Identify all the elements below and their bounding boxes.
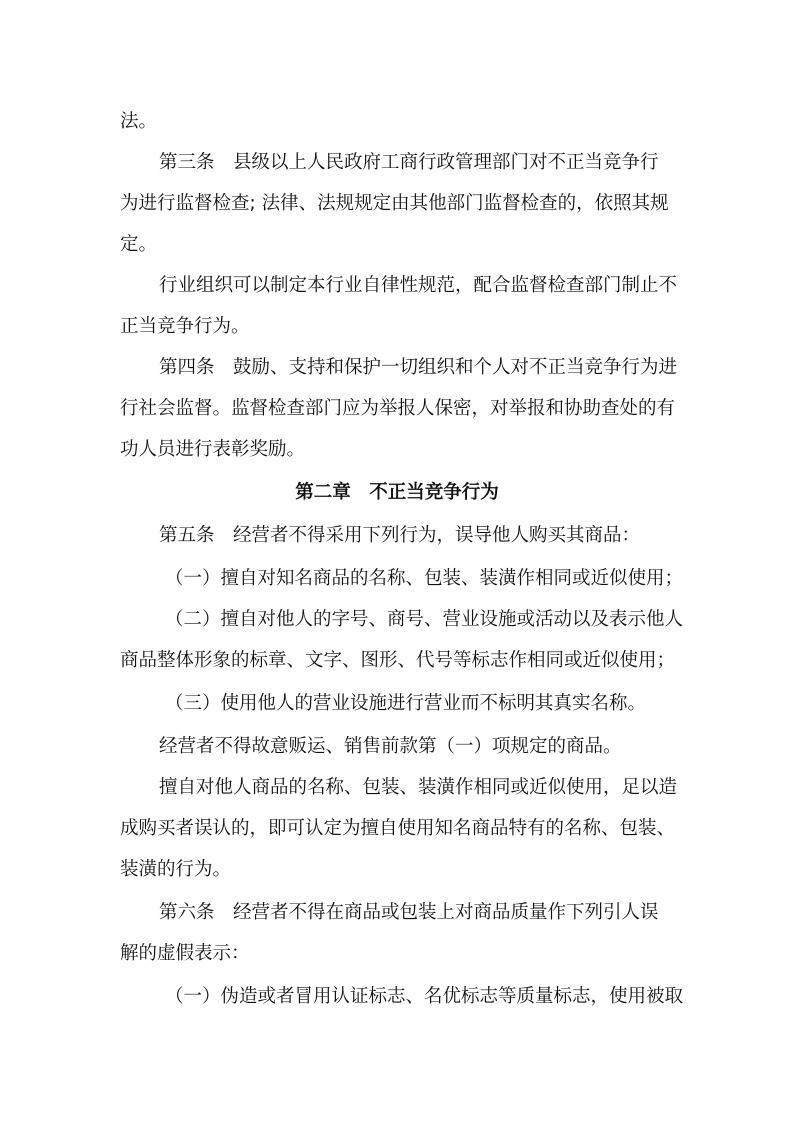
text-line: 行社会监督。监督检查部门应为举报人保密，对举报和协助查处的有 [120, 398, 676, 419]
paragraph-line: 擅自对他人商品的名称、包装、装潢作相同或近似使用，足以造 [159, 777, 678, 798]
text-line: 法。 [120, 111, 158, 132]
article-6-line: 第六条 经营者不得在商品或包装上对商品质量作下列引人误 [159, 902, 659, 923]
chapter-heading: 第二章 不正当竞争行为 [295, 482, 499, 503]
text-line: 为进行监督检查; 法律、法规规定由其他部门监督检查的，依照其规 [120, 193, 669, 214]
list-item-line: （二）擅自对他人的字号、商号、营业设施或活动以及表示他人 [165, 609, 684, 630]
text-line: 解的虚假表示： [120, 943, 250, 964]
text-line: 成购买者误认的，即可认定为擅自使用知名商品特有的名称、包装、 [120, 818, 676, 839]
paragraph-line: 行业组织可以制定本行业自律性规范，配合监督检查部门制止不 [159, 275, 678, 296]
article-3-line: 第三条 县级以上人民政府工商行政管理部门对不正当竞争行 [159, 152, 659, 173]
text-line: 定。 [120, 234, 158, 255]
list-item-line: （三）使用他人的营业设施进行营业而不标明其真实名称。 [165, 693, 647, 714]
paragraph-line: 经营者不得故意贩运、销售前款第（一）项规定的商品。 [159, 736, 622, 757]
text-line: 装潢的行为。 [120, 859, 232, 880]
article-4-line: 第四条 鼓励、支持和保护一切组织和个人对不正当竞争行为进 [159, 357, 678, 378]
list-item-line: （一）伪造或者冒用认证标志、名优标志等质量标志，使用被取 [165, 986, 684, 1007]
text-line: 功人员进行表彰奖励。 [120, 439, 306, 460]
text-line: 商品整体形象的标章、文字、图形、代号等标志作相同或近似使用； [120, 650, 676, 671]
list-item-line: （一）擅自对知名商品的名称、包装、装潢作相同或近似使用； [165, 568, 684, 589]
text-line: 正当竞争行为。 [120, 316, 250, 337]
article-5-line: 第五条 经营者不得采用下列行为，误导他人购买其商品： [159, 525, 641, 546]
